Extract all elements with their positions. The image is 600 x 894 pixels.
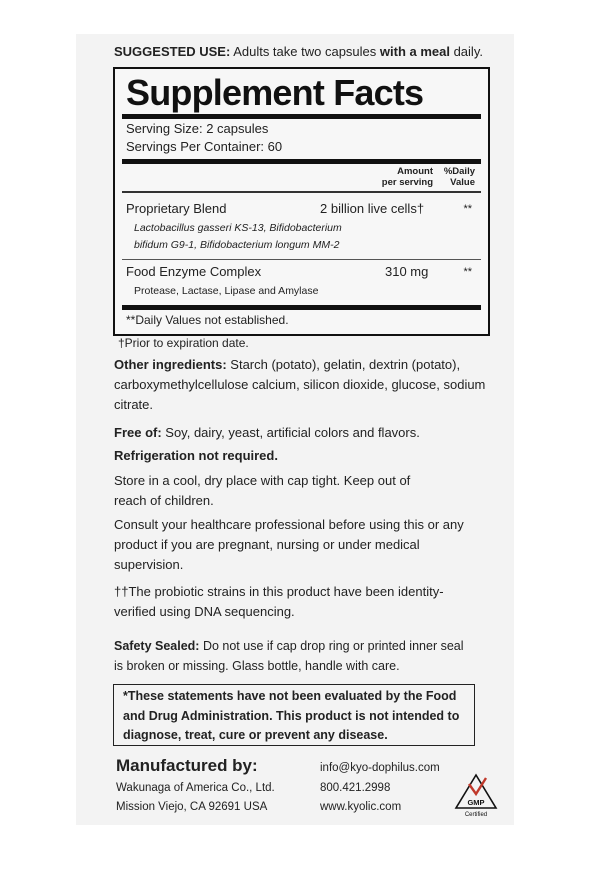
servings-per-container: Servings Per Container: 60: [126, 139, 283, 154]
manufacturer-website[interactable]: www.kyolic.com: [320, 801, 402, 813]
header-dv-line-2: Value: [450, 177, 475, 188]
row-proprietary-blend-dv: **: [463, 203, 472, 215]
expiration-note: †Prior to expiration date.: [118, 336, 249, 350]
gmp-certified-icon: [452, 770, 500, 818]
manufacturer-email[interactable]: info@kyo-dophilus.com: [320, 762, 440, 774]
suggested-use: [114, 44, 483, 59]
manufacturer-company: Wakunaga of America Co., Ltd.: [116, 782, 275, 794]
consult-warning: Consult your healthcare professional before using this or any product if you are pregnant, nursing or under medical supervision.: [114, 517, 464, 572]
storage-instructions: Store in a cool, dry place with cap tight. Keep out of reach of children.: [114, 473, 411, 508]
serving-size: Serving Size: 2 capsules: [126, 121, 269, 136]
row-enzyme-complex-amount: 310 mg: [385, 264, 429, 279]
row-proprietary-blend-strains: [134, 220, 434, 254]
row-enzyme-complex-dv: **: [463, 266, 472, 278]
row-enzyme-complex-enzymes: Protease, Lactase, Lipase and Amylase: [134, 285, 319, 297]
row-enzyme-complex-name: Food Enzyme Complex: [126, 264, 262, 279]
manufacturer-address: Mission Viejo, CA 92691 USA: [116, 801, 268, 813]
manufacturer-title: Manufactured by:: [116, 756, 258, 775]
probiotic-note: ††The probiotic strains in this product have been identity-verified using DNA sequencing.: [114, 584, 444, 619]
row-proprietary-blend-amount: 2 billion live cells†: [320, 201, 425, 216]
other-ingredients: [114, 355, 486, 415]
row-proprietary-blend-name: Proprietary Blend: [126, 201, 227, 216]
other-ingredients-label: Other ingredients:: [114, 357, 227, 372]
free-of-text: Soy, dairy, yeast, artificial colors and flavors.: [161, 425, 420, 440]
free-of: [114, 423, 486, 443]
supplement-facts-box: [113, 67, 490, 336]
header-amount-line-1: Amount: [397, 166, 433, 177]
free-of-label: Free of:: [114, 425, 162, 440]
safety-sealed-label: Safety Sealed:: [114, 639, 200, 653]
fda-disclaimer: *These statements have not been evaluated by the Food and Drug Administration. This product is not intended to diagnose, treat, cure or prevent any disease.: [123, 689, 460, 742]
suggested-use-text-1: Adults take two capsules: [230, 44, 380, 59]
suggested-use-emphasis: with a meal: [379, 44, 450, 59]
supplement-facts-title: Supplement Facts: [126, 72, 424, 113]
safety-sealed-text: Do not use if cap drop ring or printed inner seal is broken or missing. Glass bottle, handle with care.: [114, 639, 464, 673]
strains-line-2: bifidum G9-1, Bifidobacterium longum MM-2: [134, 239, 340, 251]
bottom-rule: [122, 305, 481, 310]
suggested-use-label: SUGGESTED USE:: [114, 44, 231, 59]
refrigeration-note: Refrigeration not required.: [114, 448, 278, 463]
other-ingredients-text: Starch (potato), gelatin, dextrin (potato), carboxymethylcellulose calcium, silicon dioxide, glucose, sodium citrate.: [114, 357, 486, 412]
gmp-text: GMP: [467, 798, 485, 807]
header-dv-line-1: %Daily: [443, 166, 475, 177]
fda-disclaimer-box: [113, 684, 475, 746]
header-amount-line-2: per serving: [381, 177, 433, 188]
title-rule: [122, 114, 481, 119]
strains-line-1: Lactobacillus gasseri KS-13, Bifidobacterium: [134, 222, 342, 234]
safety-sealed: [114, 636, 474, 676]
gmp-certified-text: Certified: [464, 812, 488, 818]
header-daily-value: [444, 166, 475, 188]
header-rule: [122, 191, 481, 193]
manufacturer-phone[interactable]: 800.421.2998: [320, 782, 391, 794]
serving-rule: [122, 159, 481, 164]
header-amount: [382, 166, 433, 188]
row-divider: [122, 259, 481, 260]
suggested-use-text-2: daily.: [449, 44, 483, 59]
daily-value-note: **Daily Values not established.: [126, 313, 289, 327]
